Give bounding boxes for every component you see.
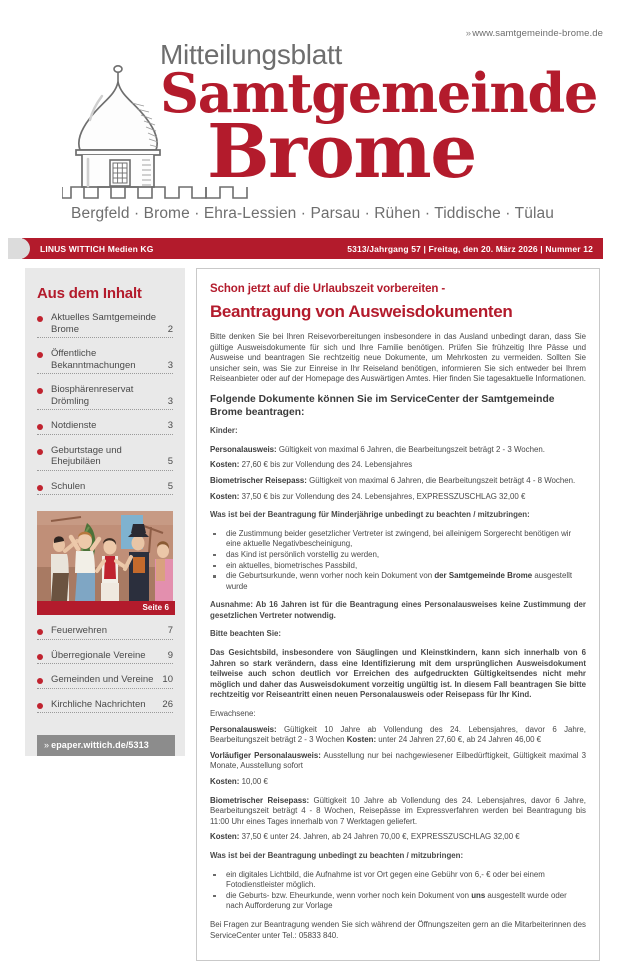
toc-item-page: 9 [167, 649, 173, 661]
toc-item-label: Notdienste [51, 420, 97, 431]
bullet-dot-icon [37, 388, 43, 394]
kinder-personalausweis-kosten-line [210, 460, 586, 471]
toc-item-label: Kirchliche Nachrichten [51, 698, 146, 710]
bullet-dot-icon [37, 352, 43, 358]
toc-item[interactable] [37, 650, 173, 665]
toc-item-label: Überregionale Vereine [51, 649, 146, 661]
toc-item-label: Geburtstage und Ehejubiläen [51, 444, 122, 467]
ausnahme-note: Ausnahme: Ab 16 Jahren ist für die Beantragung eines Personalausweises keine Zustimmung der gesetzlichen Vertreter notwendig. [210, 600, 586, 620]
kinder-reisepass-text: Gültigkeit von maximal 6 Jahren, die Bearbeitungszeit beträgt 4 - 8 Wochen. [306, 475, 576, 485]
kosten-text: 37,50 € unter 24. Jahren, ab 24 Jahren 70,00 €, EXPRESSZUSCHLAG 32,00 € [239, 832, 520, 842]
toc-item[interactable] [37, 699, 173, 714]
list-item: ein digitales Lichtbild, die Aufnahme ist vor Ort gegen eine Gebühr von 6,- € oder bei einem Fotodienstleister möglich. [210, 870, 586, 891]
vorlaeufiger-label: Vorläufiger Personalausweis: [210, 750, 321, 760]
list-item-text-b: ausgestellt wurde oder nach Aufforderung zur Vorlage [226, 890, 567, 911]
erwachsene-bullet-list [210, 870, 586, 912]
masthead-brand-line1: Samtgemeinde [160, 61, 598, 125]
minderjaehrige-heading: Was ist bei der Beantragung für Minderjährige unbedingt zu beachten / mitzubringen: [210, 510, 530, 520]
toc-item-page: 3 [167, 395, 173, 407]
issue-details: 5313/Jahrgang 57 | Freitag, den 20. März 2026 | Nummer 12 [347, 243, 593, 254]
list-item-text-b: ausgestellt wurde [226, 571, 573, 591]
bullet-dot-icon [37, 316, 43, 322]
toc-item-page: 3 [167, 420, 173, 431]
gesichtsbild-paragraph: Das Gesichtsbild, insbesondere von Säuglingen und Kleinstkindern, kann sich innerhalb von 6 Jahren so stark verändern, dass eine Identifizierung mit dem ursprünglichen Ausweisdokument teilweise auch schon deutlich vor Erreichen des aufgedruckten Gültigkeitsendes nicht mehr möglich und daher das Ausweisdokument vorzeitig ungültig ist. In diesem Fall beantragen Sie bitte rechtzeitig vor Reiseantritt einen neuen Personalausweis oder Reisepass für Ihr Kind. [210, 648, 586, 700]
minderjaehrige-bullet-list [210, 529, 586, 593]
article-intro: Bitte denken Sie bei Ihren Reisevorbereitungen insbesondere in das Ausland unbedingt daran, dass Sie gültige Ausweisdokumente für sich und Ihre Familie benötigen. Prüfen Sie frühzeitig Ihre Pässe und Ausweise und beantragen Sie rechtzeitig neue Dokumente, um Mehrkosten zu vermeiden. Sollten Sie unsicher sein, was Sie zur Einreise in Ihr Reiseland benötigen, informieren Sie sich entweder bei Ihrem Reiseanbieter oder auf der Homepage des Auswärtigen Amtes. Hier finden Sie tagesaktuelle Informationen. [210, 332, 586, 384]
list-item: die Zustimmung beider gesetzlicher Vertreter ist zwingend, bei alleinigem Sorgerecht benötigen wir eine aktuelle Negativbescheinigung, [210, 529, 586, 550]
toc-item[interactable] [37, 348, 173, 374]
toc-item[interactable] [37, 312, 173, 338]
toc-item-label: Aktuelles Samtgemeinde Brome [51, 312, 157, 335]
erwachsene-personalausweis-text: Gültigkeit 10 Jahre ab Vollendung des 24. Lebensjahres, davor 6 Jahre, Bearbeitungszeit beträgt 2 - 3 Wochen [210, 724, 586, 745]
kosten-label: Kosten: [210, 460, 240, 470]
epaper-link-label: epaper.wittich.de/5313 [51, 740, 149, 750]
bullet-dot-icon [37, 678, 43, 684]
toc-item[interactable] [37, 674, 173, 689]
erwachsene-reisepass-text: Gültigkeit 10 Jahre ab Vollendung des 24. Lebensjahres, davor 6 Jahre, Bearbeitungszeit beträgt 4 - 8 Wochen, Reisepässe im Expressverfahren werden bei Beantragung bis 11:00 Uhr eines Tages innerhalb von 7 Werktagen geliefert. [210, 795, 586, 826]
toc-item[interactable] [37, 420, 173, 435]
list-item [210, 571, 586, 592]
toc-item-label: Feuerwehren [51, 625, 107, 636]
sidebar-title: Aus dem Inhalt [37, 285, 142, 302]
list-item-text-a: die Geburts- bzw. Eheurkunde, wenn vorher noch kein Dokument von [226, 890, 472, 900]
toc-item-label: Öffentliche Bekanntmachungen [51, 348, 136, 371]
website-url[interactable] [466, 28, 603, 39]
table-of-contents-sidebar [25, 268, 185, 756]
member-towns-list: Bergfeld · Brome · Ehra-Lessien · Parsau · Rühen · Tiddische · Tülau [71, 205, 554, 222]
kosten-text: 10,00 € [239, 777, 268, 786]
toc-item[interactable] [37, 481, 173, 496]
issue-info-bar [22, 238, 603, 259]
toc-item-label: Gemeinden und Vereine [51, 674, 154, 685]
website-url-text: www.samtgemeinde-brome.de [472, 28, 603, 39]
kosten-text: 37,50 € bis zur Vollendung des 24. Lebensjahres, EXPRESSZUSCHLAG 32,00 € [239, 491, 526, 501]
toc-item-label: Biosphärenreservat Drömling [51, 384, 134, 407]
toc-list-top [25, 312, 185, 509]
toc-item-page: 2 [167, 323, 173, 335]
bullet-dot-icon [37, 629, 43, 635]
erwachsene-label: Erwachsene: [210, 709, 256, 719]
toc-item[interactable] [37, 445, 173, 471]
kinder-personalausweis-text: Gültigkeit von maximal 6 Jahren, die Bearbeitungszeit beträgt 2 - 3 Wochen. [276, 444, 545, 454]
toc-item-page: 5 [167, 480, 173, 492]
publisher-name: LINUS WITTICH Medien KG [40, 243, 154, 254]
toc-item[interactable] [37, 384, 173, 410]
erwachsene-reisepass-kosten-line [210, 832, 586, 843]
article-kicker: Schon jetzt auf die Urlaubszeit vorbereiten - [210, 283, 446, 295]
list-item: ein aktuelles, biometrisches Passbild, [210, 561, 586, 572]
toc-list-bottom [25, 625, 185, 727]
list-item-emphasis: uns [471, 890, 486, 900]
list-item-emphasis: der Samtgemeinde Brome [434, 571, 533, 581]
bullet-dot-icon [37, 424, 43, 430]
bullet-dot-icon [37, 654, 43, 660]
main-article [196, 268, 600, 961]
masthead-kicker: Mitteilungsblatt [160, 39, 342, 70]
kosten-label: Kosten: [346, 735, 377, 745]
guillemet-icon: » [44, 740, 50, 750]
toc-item-page: 7 [167, 625, 173, 636]
erwachsene-personalausweis-line [210, 725, 586, 746]
erwachsene-beachten-heading: Was ist bei der Beantragung unbedingt zu beachten / mitzubringen: [210, 850, 464, 860]
kosten-label: Kosten: [210, 491, 240, 501]
toc-item[interactable] [37, 625, 173, 640]
kinder-personalausweis-line [210, 445, 586, 456]
kinder-reisepass-label: Biometrischer Reisepass: [210, 475, 307, 485]
toc-item-label: Schulen [51, 480, 86, 492]
bitte-beachten-heading: Bitte beachten Sie: [210, 629, 282, 639]
masthead [0, 0, 625, 232]
bullet-dot-icon [37, 449, 43, 455]
kinder-personalausweis-label: Personalausweis: [210, 444, 277, 454]
article-headline: Beantragung von Ausweisdokumenten [210, 302, 513, 321]
toc-item-page: 5 [167, 456, 173, 467]
kinder-label: Kinder: [210, 426, 238, 436]
epaper-link[interactable] [37, 735, 175, 756]
list-item-text-a: die Geburtsurkunde, wenn vorher noch kein Dokument von [226, 571, 435, 581]
article-section-heading: Folgende Dokumente können Sie im ServiceCenter der Samtgemeinde Brome beantragen: [210, 393, 555, 418]
erwachsene-personalausweis-label: Personalausweis: [210, 724, 277, 734]
bar-notch-decoration [8, 238, 30, 259]
kosten-label: Kosten: [210, 832, 240, 842]
guillemet-icon: » [465, 28, 472, 39]
photo-caption: Seite 6 [37, 601, 175, 615]
toc-item-page: 10 [162, 674, 173, 685]
kosten-label: Kosten: [210, 777, 240, 786]
list-item [210, 891, 586, 912]
erwachsene-reisepass-line [210, 796, 586, 828]
bullet-dot-icon [37, 485, 43, 491]
theatre-group-photo [37, 511, 173, 601]
vorlaeufiger-kosten-line [210, 777, 586, 788]
bullet-dot-icon [37, 703, 43, 709]
featured-photo-block[interactable] [37, 511, 175, 615]
toc-item-page: 26 [162, 698, 173, 710]
vorlaeufiger-personalausweis-line [210, 751, 586, 772]
toc-item-page: 3 [167, 359, 173, 371]
kinder-reisepass-line [210, 476, 586, 487]
masthead-brand-line2: Brome [207, 109, 476, 195]
article-closing-paragraph: Bei Fragen zur Beantragung wenden Sie sich während der Öffnungszeiten gern an die Mitarbeiterinnen des ServiceCenter unter Tel.: 05833 840. [210, 919, 586, 940]
list-item: das Kind ist persönlich vorstellig zu werden, [210, 550, 586, 561]
vorlaeufiger-text: Ausstellung nur bei nachgewiesener Eilbedürftigkeit, Gültigkeit maximal 3 Monate, Ausstellung sofort [210, 750, 587, 771]
erwachsene-reisepass-label: Biometrischer Reisepass: [210, 795, 310, 805]
kosten-text: 27,60 € bis zur Vollendung des 24. Lebensjahres [239, 460, 413, 470]
kosten-text: unter 24 Jahren 27,60 €, ab 24 Jahren 46,00 € [376, 735, 542, 745]
kinder-reisepass-kosten-line [210, 492, 586, 503]
